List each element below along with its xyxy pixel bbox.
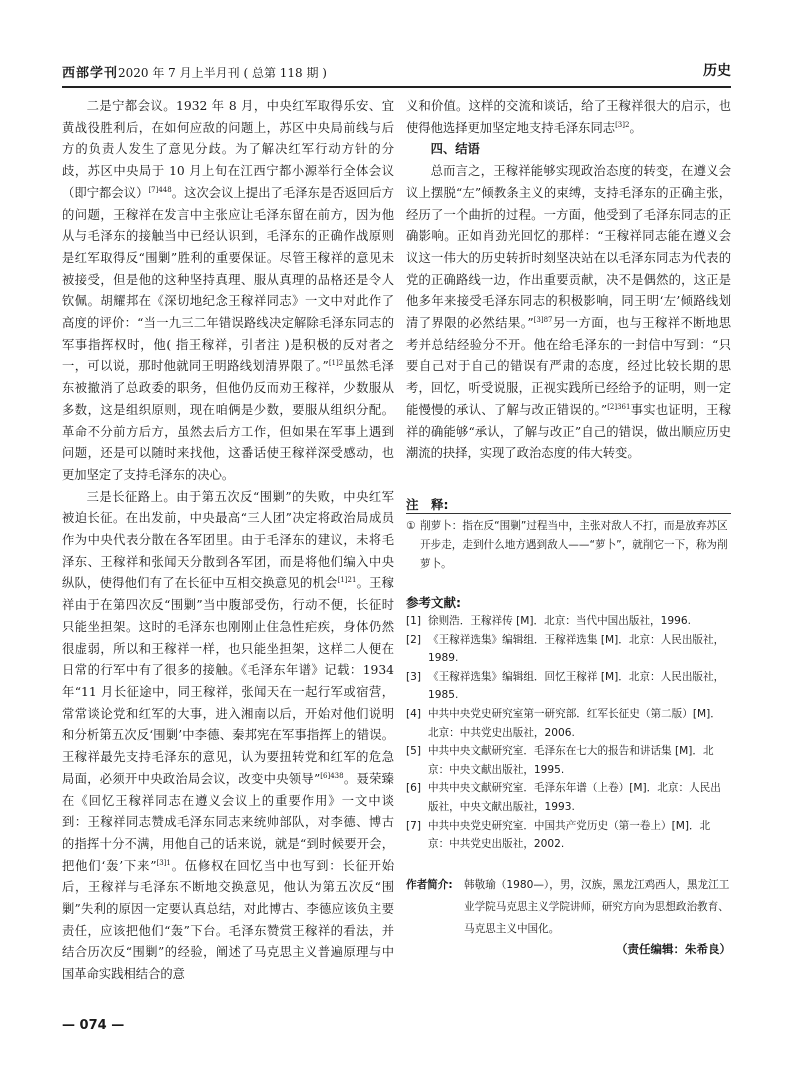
reference-item: [3] 《王稼祥选集》编辑组．回忆王稼祥 [M]．北京：人民出版社，1985.: [406, 670, 725, 702]
reference-item: [2] 《王稼祥选集》编辑组．王稼祥选集 [M]．北京：人民出版社，1989.: [406, 633, 725, 665]
header-divider: [62, 86, 731, 88]
left-column: [62, 96, 394, 986]
paragraph-conclusion: 总而言之，王稼祥能够实现政治态度的转变，在遵义会议上摆脱“左”倾教条主义的束缚，支持毛泽东的正确主张，经历了一个曲折的过程。一方面，他受到了毛泽东同志的正确影响。正如肖劲光回忆的那样：“王稼祥同志能在遵义会议这一伟大的历史转折时刻坚决站在以毛泽东同志为代表的党的正确路线一边，作出重要贡献，决不是偶然的，这正是他多年来接受毛泽东同志的积极影响，同王明‘左’倾路线划清了界限的必然结果。”$^{[3]87}$另一方面，也与王稼祥不断地思考并总结经验分不开。他在给毛泽东的一封信中写到：“只要自己对于自己的错误有严肃的态度，经过比较长期的思考，回忆，听受说服，正视实践所已经给予的证明，则一定能慢慢的承认、了解与改正错误的。”$^{[2]361}$事实也证明，王稼祥的确能够“承认，了解与改正”自己的错误，做出顺应历史潮流的抉择，实现了政治态度的伟大转变。: [406, 164, 731, 461]
citation: [3]2: [615, 120, 630, 129]
citation: [3]87: [533, 315, 553, 324]
citation: [1]21: [337, 576, 357, 585]
footnote-text: 削萝卜：指在反“围剿”过程当中，主张对敌人不打，而是放弃苏区开步走，走到什么地方遇到敌人——“萝卜”，就削它一下，称为削萝卜。: [420, 520, 728, 570]
reference-item: [6] 中共中央文献研究室．毛泽东年谱（上卷）[M]．北京：人民出版社，中央文献出版社，1993.: [406, 782, 721, 813]
reference-item: [4] 中共中央党史研究室第一研究部．红军长征史（第二版）[M]．北京：中共党史出版社，2006.: [406, 707, 721, 739]
notes-divider: [406, 513, 731, 514]
reference-item: [7] 中共中央党史研究室．中国共产党历史（第一卷上）[M]．北京：中共党史出版社，2002.: [406, 819, 711, 851]
reference-item: [5] 中共中央文献研究室．毛泽东在七大的报告和讲话集 [M]．北京：中央文献出版社，1995.: [406, 745, 714, 776]
section-heading-conclusion: 四、结语: [430, 142, 480, 157]
citation: [6]438: [320, 771, 344, 780]
header-left: [62, 62, 327, 81]
reference-item: [1] 徐则浩．王稼祥传 [M]．北京：当代中国出版社，1996.: [406, 615, 691, 627]
footnote-mark: ①: [406, 520, 416, 532]
reference-list: [406, 612, 731, 854]
paragraph-continuation: 义和价值。这样的交流和谈话，给了王稼祥很大的启示，也使得他选择更加坚定地支持毛泽东同志$^{[3]2}$。: [406, 99, 731, 135]
author-text: 韩敬瑜（1980—），男，汉族，黑龙江鸡西人，黑龙江工业学院马克思主义学院讲师，研究方向为思想政治教育、马克思主义中国化。: [464, 879, 730, 935]
issue-info: 2020 年 7 月上半月刊 ( 总第 118 期 ): [118, 66, 327, 80]
responsible-editor: （责任编辑：朱希良）: [616, 942, 731, 956]
citation: [3]1: [156, 858, 171, 867]
journal-name: 西部学刊: [62, 66, 119, 81]
footnote: [406, 517, 731, 574]
references-heading: 参考文献:: [406, 595, 461, 610]
author-label: 作者简介:: [406, 879, 453, 891]
section-label: 历史: [703, 63, 731, 79]
page-header: [62, 58, 731, 84]
citation: [2]361: [607, 402, 631, 411]
paragraph-long-march: 三是长征路上。由于第五次反“围剿”的失败，中央红军被迫长征。在出发前，中央最高“三人团”决定将政治局成员作为中央代表分散在各军团里。由于毛泽东的建议，未将毛泽东、王稼祥和张闻天分散到各军团，而是将他们编入中央纵队，使得他们有了在长征中互相交换意见的机会$^{[1]21}$。王稼祥由于在第四次反“围剿”当中腹部受伤，行动不便，长征时只能坐担架。这时的毛泽东也刚刚止住急性疟疾，身体仍然很虚弱，所以和王稼祥一样，也只能坐担架，这样二人便在日常的行军中有了很多的接触。《毛泽东年谱》记载：1934 年“11 月长征途中，同王稼祥，张闻天在一起行军或宿营，常常谈论党和红军的大事，进入湘南以后，开始对他们说明和分析第五次反‘围剿’中李德、秦邦宪在军事指挥上的错误。王稼祥最先支持毛泽东的意见，认为要扭转党和红军的危急局面，必须开中央政治局会议，改变中央领导”$^{[6]438}$。聂荣臻在《回忆王稼祥同志在遵义会议上的重要作用》一文中谈到：王稼祥同志赞成毛泽东同志来统帅部队，对李德、博古的指挥十分不满，用他自己的话来说，就是“到时候要开会，把他们‘轰’下来”$^{[3]1}$。伍修权在回忆当中也写到：长征开始后，王稼祥与毛泽东不断地交换意见，他认为第五次反“围剿”失利的原因一定要认真总结，对此博古、李德应该负主要责任，应该把他们“轰”下台。毛泽东赞赏王稼祥的看法，并结合历次反“围剿”的经验，阐述了马克思主义普遍原理与中国革命实践相结合的意: [62, 489, 394, 982]
author-bio: [406, 874, 731, 940]
citation: [7]448: [148, 185, 172, 194]
citation: [1]2: [328, 359, 344, 368]
paragraph-ningdu: 二是宁都会议。1932 年 8 月，中央红军取得乐安、宜黄战役胜利后，在如何应敌的问题上，苏区中央局前线与后方的负责人发生了意见分歧。为了解决红军行动方针的分歧，苏区中央局于 10 月上旬在江西宁都小源举行全体会议（即宁都会议）$^{[7]448}$。这次会议上提出了毛泽东是否返回后方的问题，王稼祥在发言中主张应让毛泽东留在前方，因为他从与毛泽东的接触当中已经认识到，毛泽东的正确作战原则是红军取得反“围剿”胜利的重要保证。尽管王稼祥的意见未被接受，但是他的这种坚持真理、服从真理的品格还是令人钦佩。胡耀邦在《深切地纪念王稼祥同志》一文中对此作了高度的评价：“当一九三二年错误路线决定解除毛泽东同志的军事指挥权时，他( 指王稼祥，引者注 )是积极的反对者之一，可以说，那时他就同王明路线划清界限了。”$^{[1]2}$虽然毛泽东被撤消了总政委的职务，但他仍反而劝王稼祥，少数服从多数，这是组织原则，现在咱俩是少数，要服从组织分配。革命不分前方后方，虽然去后方工作，但如果在军事上遇到问题，还是可以随时来找他，这番话使王稼祥深受感动，也更加坚定了支持毛泽东的决心。: [62, 99, 394, 482]
right-column: [406, 96, 731, 465]
page-number: — 074 —: [62, 1018, 125, 1033]
notes-heading: 注 释:: [406, 497, 449, 512]
